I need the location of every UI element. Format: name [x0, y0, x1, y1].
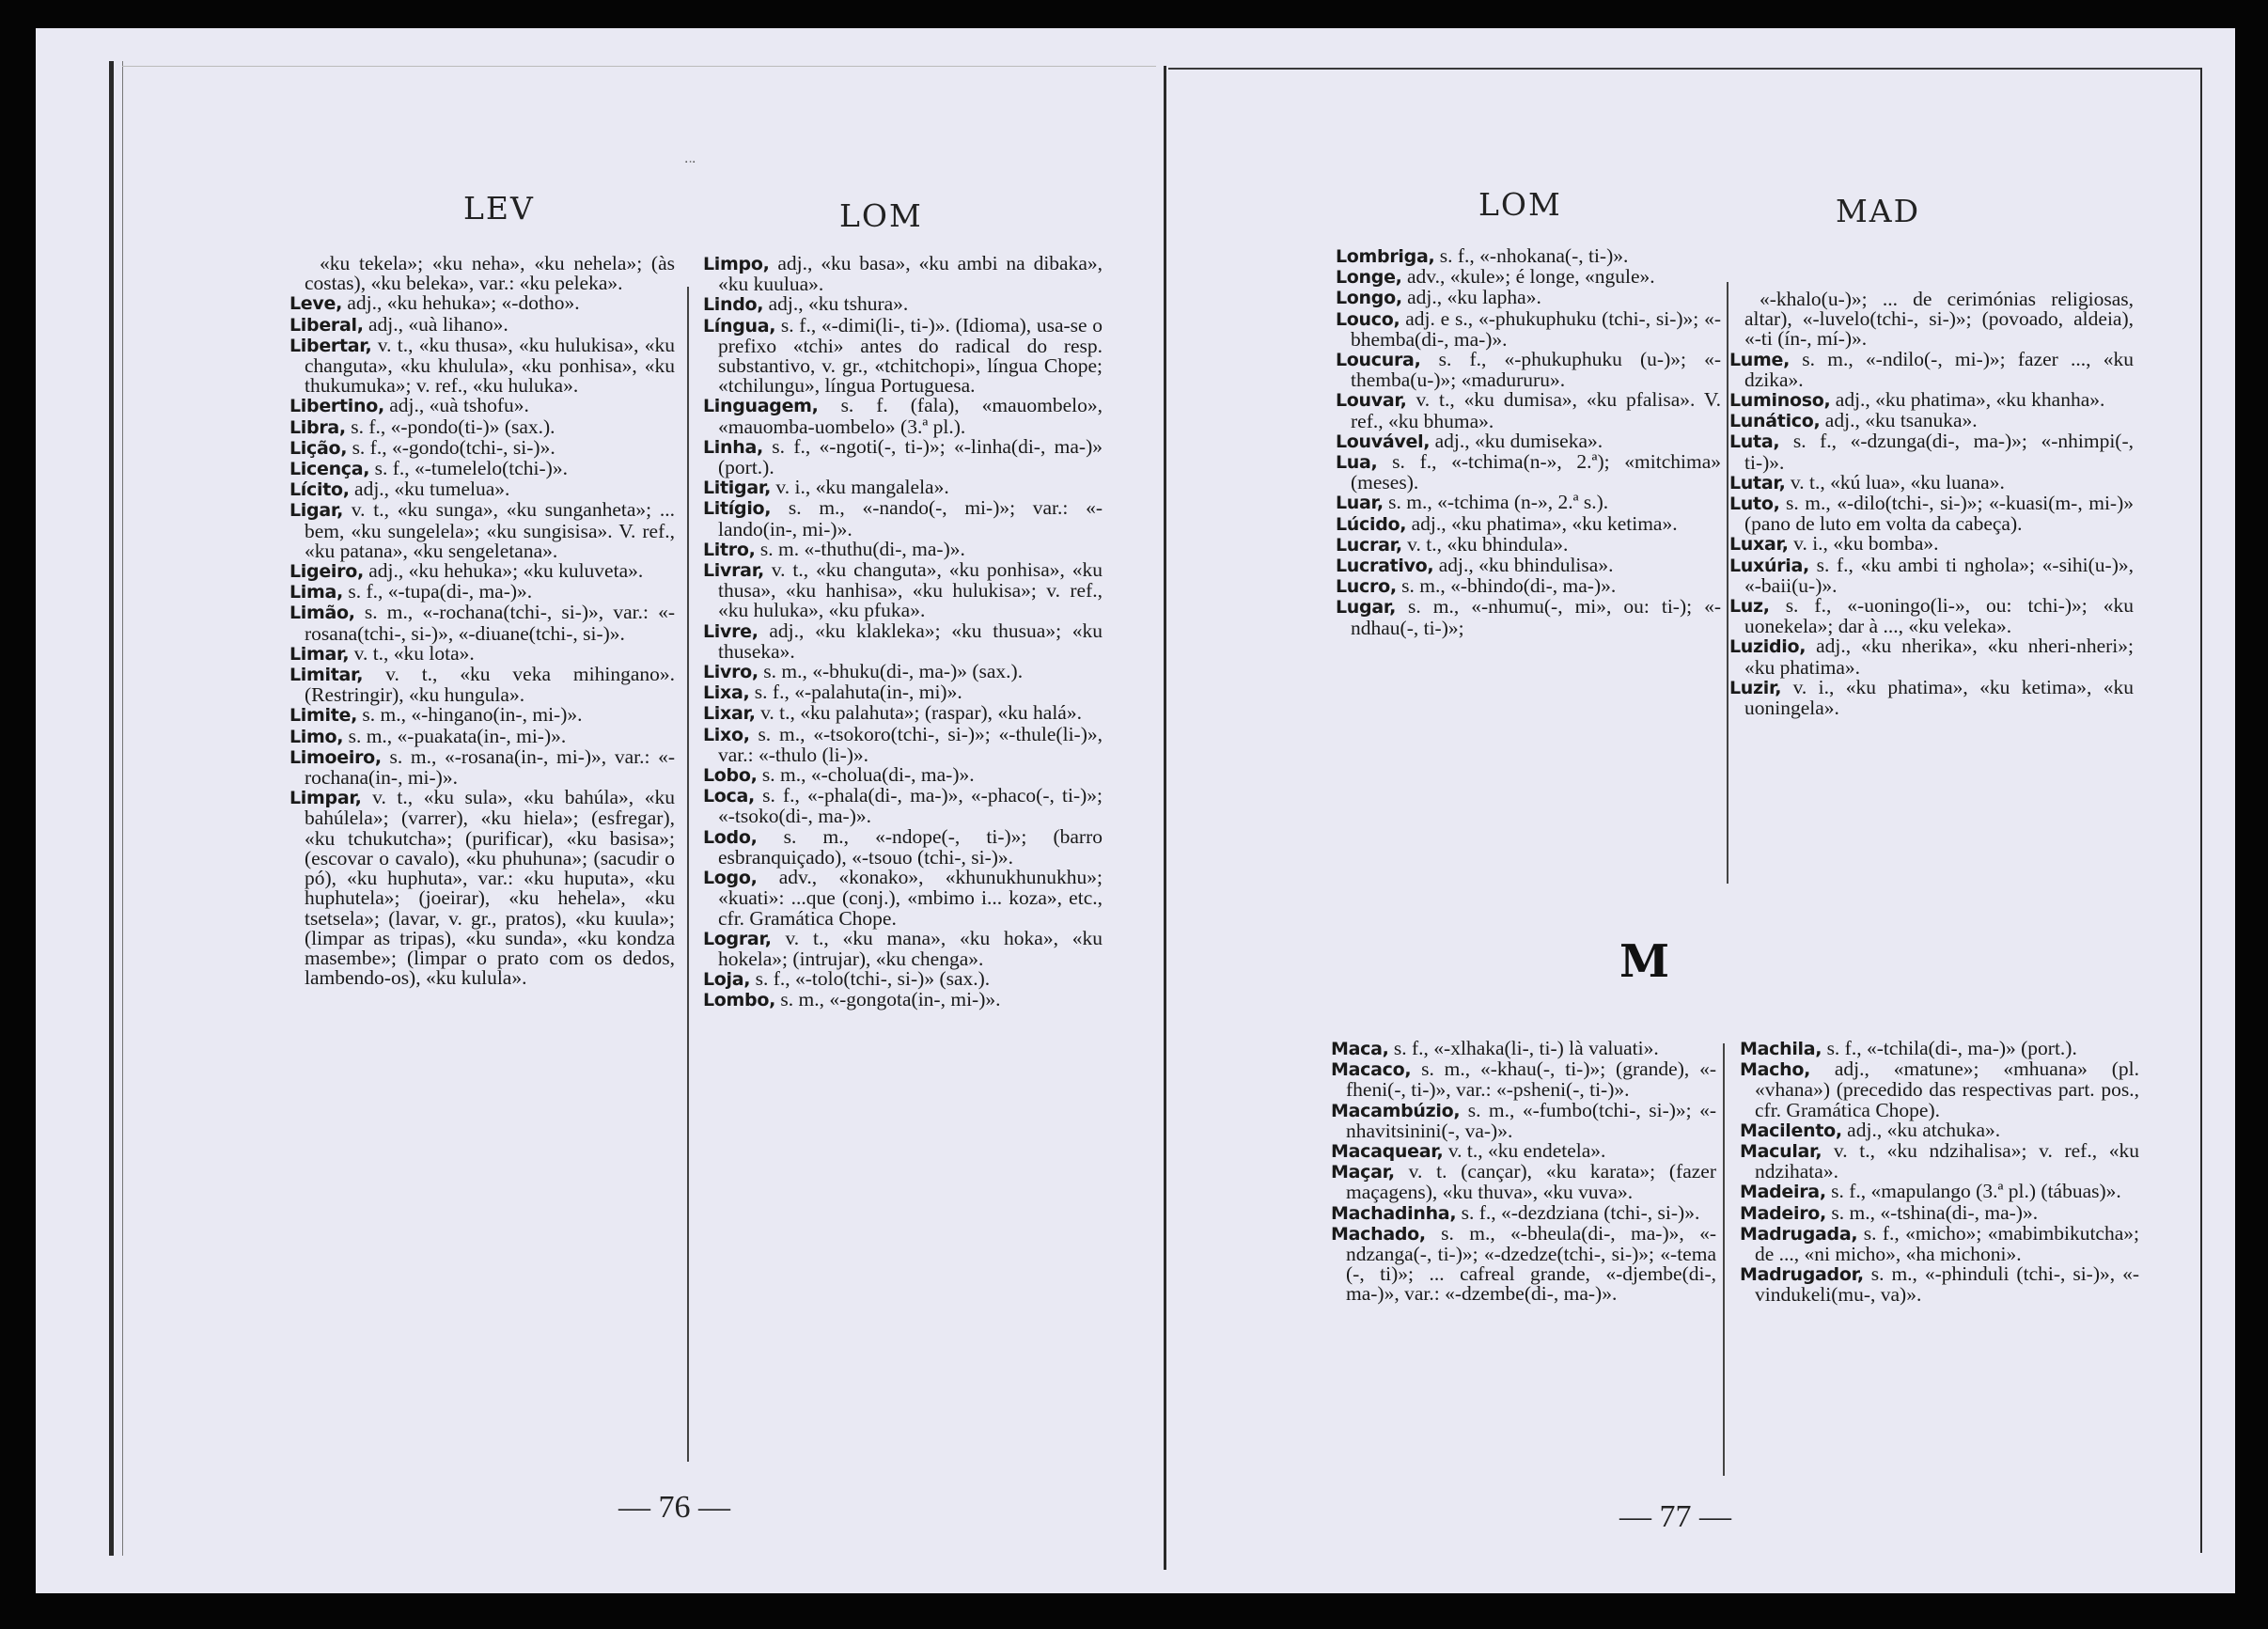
entry-definition: adv., «konako», «khunukhunukhu»; «kuati»: ...que (conj.), «mbimo i... koza», etc., cfr. Gramática Chope. — [718, 866, 1103, 930]
section-letter-M: M — [1619, 935, 1666, 988]
column-right-2-bottom — [1740, 1039, 2139, 1306]
dictionary-entry — [1336, 350, 1721, 390]
dictionary-entry — [289, 479, 675, 500]
dictionary-entry — [703, 824, 1103, 869]
entry-definition: adj., «ku lapha». — [1401, 286, 1541, 309]
entry-definition: s. m., «-nando(-, mi-)»; var.: «-lando(in-, mi-)». — [718, 496, 1103, 540]
ink-speck: ·ᐧ· — [684, 155, 696, 170]
column-right-2-top — [1729, 290, 2134, 718]
dictionary-entry — [1336, 452, 1721, 493]
dictionary-entry — [289, 254, 675, 293]
entry-headword: Lixa, — [703, 682, 750, 704]
entry-headword: Lograr, — [703, 928, 772, 949]
entry-headword: Lícito, — [289, 479, 350, 501]
entry-definition: s. f., «-palahuta(in-, mi)». — [749, 681, 962, 704]
entry-definition: v. t., «ku mana», «ku hoka», «ku hokela»; (intrujar), «ku chenga». — [718, 926, 1103, 970]
entry-definition: adj., «ku tshura». — [763, 292, 909, 316]
entry-definition: v. t., «ku changuta», «ku ponhisa», «ku thusa», «ku hanhisa», «ku hulukisa»; v. ref., «ku huluka», «ku pfuka». — [718, 558, 1103, 622]
dictionary-entry — [703, 498, 1103, 539]
entry-definition: v. t. (cançar), «ku karata»; (fazer maçagens), «ku thuva», «ku vuva». — [1346, 1160, 1716, 1204]
entry-headword: Libra, — [289, 416, 346, 438]
entry-headword: Maca, — [1331, 1039, 1389, 1059]
entry-headword: Madeiro, — [1740, 1202, 1826, 1224]
dictionary-entry — [703, 396, 1103, 436]
entry-headword: Madrugada, — [1740, 1223, 1858, 1245]
dictionary-entry — [1740, 1120, 2139, 1141]
entry-definition: s. f., «-tupa(di-, ma-)». — [342, 580, 533, 603]
dictionary-entry — [703, 478, 1103, 498]
entry-headword: Louvar, — [1336, 390, 1407, 412]
entry-definition: s. f., «-ngoti(-, ti-)»; «-linha(di-, ma-)» (port.). — [718, 434, 1103, 479]
dictionary-entry — [1729, 493, 2134, 534]
entry-headword: Lobo, — [703, 765, 758, 787]
entry-headword: Macaco, — [1331, 1059, 1412, 1081]
entry-definition: s. f., «-phukuphuku (u-)»; «-themba(u-)»; «madururu». — [1351, 348, 1721, 392]
dictionary-entry — [1729, 411, 2134, 431]
entry-headword: Limo, — [289, 726, 344, 747]
entry-definition: s. m., «-gongota(in-, mi-)». — [775, 988, 1001, 1011]
column-right-1-top — [1336, 246, 1721, 638]
dictionary-entry — [289, 705, 675, 726]
entry-definition: adj., «ku hehuka»; «-dotho». — [341, 291, 580, 315]
entry-headword: Livre, — [703, 620, 759, 642]
entry-definition: s. f., «-nhokana(-, ti-)». — [1434, 244, 1629, 267]
entry-headword: Limão, — [289, 603, 355, 624]
entry-definition: s. f., «mapulango (3.ª pl.) (tábuas)». — [1825, 1180, 2121, 1203]
dictionary-entry — [703, 537, 1103, 560]
entry-definition: adj., «ku basa», «ku ambi na dibaka», «ku kuulua». — [718, 252, 1103, 296]
column-right-1-bottom — [1331, 1039, 1716, 1305]
dictionary-entry — [703, 722, 1103, 766]
entry-headword: Ligar, — [289, 500, 344, 522]
dictionary-entry — [703, 434, 1103, 479]
dictionary-entry — [1331, 1059, 1716, 1100]
column-left-2 — [703, 254, 1103, 1011]
entry-headword: Limoeiro, — [289, 746, 382, 768]
entry-headword: Liberal, — [289, 314, 364, 336]
entry-definition: adj., «ku hehuka»; «ku kuluveta». — [363, 559, 644, 583]
column-left-1 — [289, 254, 675, 988]
entry-definition: v. t., «ku bhindula». — [1401, 532, 1569, 556]
entry-headword: Limitar, — [289, 665, 364, 686]
dictionary-entry — [1729, 636, 2134, 677]
dictionary-entry — [1336, 493, 1721, 513]
dictionary-entry — [289, 724, 675, 747]
page-number-77: — 77 — — [1619, 1499, 1731, 1534]
entry-definition: s. f., «-phala(di-, ma-)», «-phaco(-, ti-)»; «-tsoko(di-, ma-)». — [718, 784, 1103, 828]
dictionary-entry — [703, 313, 1103, 398]
entry-definition: s. f., «-uoningo(li-», ou: tchi-)»; «ku uonekela»; dar à ..., «ku veleka». — [1744, 594, 2134, 638]
entry-headword: Loca, — [703, 786, 755, 807]
entry-definition: v. i., «ku bomba». — [1788, 532, 1939, 556]
entry-definition: s. m., «-ndilo(-, mi-)»; fazer ..., «ku dzika». — [1744, 347, 2134, 391]
dictionary-entry — [289, 500, 675, 561]
entry-headword: Lugar, — [1336, 597, 1397, 619]
running-head-left: LEV — [463, 190, 535, 227]
dictionary-entry — [1740, 1059, 2139, 1120]
dictionary-entry — [289, 333, 675, 398]
dictionary-entry — [1729, 431, 2134, 472]
entry-headword: Ligeiro, — [289, 561, 364, 583]
entry-definition: s. m., «-ndope(-, ti-)»; (barro esbranquiçado), «-tsouo (tchi-, si-)». — [718, 824, 1103, 869]
dictionary-entry — [1331, 1162, 1716, 1202]
dictionary-entry — [703, 990, 1103, 1010]
page-number-76: — 76 — — [618, 1490, 730, 1525]
entry-headword: Luzidio, — [1729, 636, 1807, 658]
dictionary-entry — [289, 293, 675, 314]
column-separator-top — [1727, 282, 1728, 884]
entry-definition: s. m., «-puakata(in-, mi-)». — [343, 724, 567, 747]
dictionary-entry — [289, 417, 675, 438]
entry-headword: Lixar, — [703, 703, 756, 725]
entry-definition: s. m., «-bhindo(di-, ma-)». — [1396, 574, 1617, 598]
dictionary-entry — [1336, 288, 1721, 308]
entry-headword: Lima, — [289, 582, 343, 603]
entry-headword: Leve, — [289, 293, 342, 315]
dictionary-entry — [1729, 390, 2134, 411]
entry-headword: Libertino, — [289, 396, 384, 417]
entry-definition: s. f., «ku ambi ti nghola»; «-sihi(u-)», «-baii(u-)». — [1744, 553, 2134, 597]
dictionary-entry — [1729, 470, 2134, 493]
entry-definition: v. t., «ku endetela». — [1443, 1139, 1606, 1163]
dictionary-entry — [289, 435, 675, 459]
entry-definition: v. t., «ku lota». — [349, 641, 475, 665]
entry-definition: s. m., «-khau(-, ti-)»; (grande), «-fheni(-, ti-)», var.: «-psheni(-, ti-)». — [1346, 1057, 1716, 1102]
entry-headword: Litro, — [703, 539, 756, 560]
binding-edge-line-thin — [122, 61, 123, 1556]
entry-definition: adj., «ku tsanuka». — [1820, 409, 1978, 432]
entry-definition: v. i., «ku phatima», «ku ketima», «ku uoningela». — [1744, 675, 2134, 720]
entry-definition: adj., «uà lihano». — [363, 312, 508, 336]
dictionary-entry — [703, 621, 1103, 662]
entry-definition: adj., «ku klakleka»; «ku thusua»; «ku thuseka». — [718, 619, 1103, 663]
entry-definition: adj., «ku bhindulisa». — [1433, 554, 1614, 577]
entry-headword: Livro, — [703, 662, 759, 683]
entry-definition: s. m., «-dilo(tchi-, si-)»; «-kuasi(m-, mi-)» (pano de luto em volta da cabeça). — [1744, 492, 2134, 536]
entry-headword: Limpar, — [289, 788, 362, 809]
entry-headword: Livrar, — [703, 560, 764, 582]
entry-headword: Libertar, — [289, 335, 372, 356]
entry-headword: Lucro, — [1336, 576, 1397, 598]
entry-headword: Macular, — [1740, 1141, 1822, 1163]
dictionary-entry — [1336, 511, 1721, 535]
entry-definition: v. t., «ku dumisa», «ku pfalisa». V. ref., «ku bhuma». — [1351, 388, 1721, 432]
dictionary-entry — [703, 786, 1103, 826]
dictionary-entry — [1336, 431, 1721, 452]
dictionary-entry — [703, 765, 1103, 786]
dictionary-entry — [1729, 290, 2134, 350]
dictionary-entry — [1331, 1039, 1716, 1059]
entry-definition: adj., «ku dumiseka». — [1430, 429, 1603, 452]
entry-headword: Litígio, — [703, 498, 772, 520]
entry-headword: Luminoso, — [1729, 390, 1831, 412]
entry-headword: Lodo, — [703, 826, 758, 848]
entry-definition: adj., «ku atchuka». — [1841, 1118, 2001, 1141]
dictionary-entry — [703, 560, 1103, 621]
entry-headword: Linha, — [703, 436, 763, 458]
dictionary-entry — [1331, 1200, 1716, 1224]
entry-definition: s. m., «-rochana(tchi-, si-)», var.: «-rosana(tchi-, si-)», «-diuane(tchi-, si-)». — [305, 601, 675, 645]
dictionary-entry — [1336, 576, 1721, 597]
entry-definition: s. f., «-xlhaka(li-, ti-) là valuati». — [1388, 1037, 1659, 1059]
dictionary-entry — [1740, 1200, 2139, 1224]
dictionary-entry — [703, 703, 1103, 724]
dictionary-entry — [289, 312, 675, 336]
dictionary-entry — [1729, 534, 2134, 555]
dictionary-entry — [1336, 532, 1721, 556]
dictionary-entry — [1331, 1141, 1716, 1162]
binding-edge-line — [109, 61, 114, 1556]
dictionary-entry — [289, 561, 675, 582]
entry-headword: Lunático, — [1729, 411, 1821, 432]
entry-definition: s. m., «-cholua(di-, ma-)». — [757, 763, 975, 787]
dictionary-entry — [1740, 1141, 2139, 1182]
entry-headword: Louvável, — [1336, 431, 1431, 452]
entry-headword: Limar, — [289, 643, 350, 665]
dictionary-entry — [1331, 1221, 1716, 1306]
entry-definition: «-khalo(u-)»; ... de cerimónias religiosas, altar), «-luvelo(tchi-, si-)»; (povoado, aldeia), «-ti (ín-, mí-)». — [1744, 288, 2134, 351]
entry-definition: s. f., «-tolo(tchi-, si-)» (sax.). — [750, 967, 991, 991]
entry-definition: s. f., «-tumelelo(tchi-)». — [369, 457, 568, 480]
entry-definition: s. f., «-tchima(n-», 2.ª); «mitchima» (meses). — [1351, 450, 1721, 494]
entry-headword: Macambúzio, — [1331, 1100, 1461, 1121]
dictionary-entry — [703, 662, 1103, 682]
dictionary-entry — [289, 665, 675, 705]
entry-definition: v. t., «ku veka mihingano». (Restringir), «ku hungula». — [305, 663, 675, 707]
dictionary-entry — [1729, 596, 2134, 636]
entry-headword: Macilento, — [1740, 1120, 1842, 1141]
entry-definition: adj., «matune»; «mhuana» (pl. «vhana») (precedido das respectivas part. pos., cfr. Gramática Chope). — [1755, 1057, 2139, 1121]
entry-definition: v. t., «ku sula», «ku bahúla», «ku bahúlela»; (varrer), «ku hiela»; (esfregar), «ku tchukutcha»; (purificar), «ku basisa»; (escovar o cavalo), «ku phuhuna»; (sacudir o pó), «ku huphuta», var.: «ku huputa», «ku huphutela»; (joeirar), «ku hehela», «ku tsetsela»; (lavar, v. gr., pratos), «ku kuula»; (limpar as tripas), «ku sunda», «ku kondza masembe»; (limpar o prato com os dedos, lambendo-os), «ku kulula». — [305, 786, 675, 990]
entry-definition: s. f., «micho»; «mabimbikutcha»; de ..., «ni micho», «ha michoni». — [1755, 1221, 2139, 1266]
dictionary-entry — [289, 396, 675, 416]
gutter-line — [1164, 66, 1166, 1570]
entry-definition: s. m., «-tsokoro(tchi-, si-)»; «-thule(li-)», var.: «-thulo (li-)». — [718, 722, 1103, 766]
dictionary-entry — [703, 294, 1103, 315]
entry-headword: Luar, — [1336, 493, 1384, 514]
entry-definition: s. f., «-dzunga(di-, ma-)»; «-nhimpi(-, ti-)». — [1744, 430, 2134, 474]
dictionary-entry — [703, 969, 1103, 990]
entry-headword: Machado, — [1331, 1223, 1426, 1245]
entry-headword: Loja, — [703, 969, 751, 991]
dictionary-entry — [703, 868, 1103, 929]
entry-headword: Madeira, — [1740, 1182, 1826, 1203]
entry-headword: Língua, — [703, 315, 776, 337]
dictionary-entry — [1336, 390, 1721, 431]
entry-definition: s. f. (fala), «mauombelo», «mauomba-uombelo» (3.ª pl.). — [718, 394, 1103, 438]
entry-definition: v. t., «ku sunga», «ku sunganheta»; ... bem, «ku sungelela»; «ku sungisisa». V. ref., «ku patana», «ku sengeletana». — [305, 498, 675, 562]
dictionary-entry — [703, 682, 1103, 703]
dictionary-entry — [1336, 597, 1721, 637]
entry-headword: Luta, — [1729, 431, 1780, 453]
dictionary-entry — [1336, 267, 1721, 288]
entry-headword: Limite, — [289, 705, 358, 727]
entry-definition: s. m., «-nhumu(-, mi», ou: ti-); «-ndhau(-, ti-)»; — [1351, 595, 1721, 639]
entry-definition: adj., «ku tumelua». — [349, 478, 510, 501]
dictionary-entry — [1729, 675, 2134, 720]
entry-definition: s. m., «-hingano(in-, mi-)». — [357, 703, 583, 727]
dictionary-entry — [289, 582, 675, 603]
entry-definition: s. f., «-dimi(li-, ti-)». (Idioma), usa-se o prefixo «tchi» antes do radical do resp. substantivo, v. gr., «tchitchopi», língua Chope; «tchilungu», língua Portuguesa. — [718, 313, 1103, 398]
entry-headword: Lixo, — [703, 724, 750, 745]
running-head-right: MAD — [1836, 193, 1921, 229]
running-head-left: LOM — [1478, 186, 1562, 223]
entry-definition: s. f., «-tchila(di-, ma-)» (port.). — [1822, 1037, 2077, 1059]
page-76 — [36, 28, 1159, 1593]
page-77 — [1159, 28, 2235, 1593]
entry-definition: v. t., «ku thusa», «ku hulukisa», «ku changuta», «ku khulula», «ku ponhisa», «ku thukumuka»; v. ref., «ku huluka». — [305, 333, 675, 398]
entry-definition: s. m., «-rosana(in-, mi-)», var.: «-rochana(in-, mi-)». — [305, 744, 675, 790]
running-head-right: LOM — [839, 197, 923, 234]
entry-headword: Madrugador, — [1740, 1264, 1864, 1286]
column-separator — [687, 287, 689, 1462]
entry-definition: s. m., «-fumbo(tchi-, si-)»; «-nhavitsinini(-, va-)». — [1346, 1098, 1716, 1142]
column-separator-bottom — [1723, 1043, 1725, 1476]
entry-definition: s. m., «-bheula(di-, ma-)», «-ndzanga(-, ti-)»; «-dzedze(tchi-, si-)»; «-tema (-, ti)»; ... cafreal grande, «-djembe(di-, ma-)», var.: «-dzembe(di-, ma-)». — [1346, 1221, 1716, 1306]
entry-definition: adj., «ku nherika», «ku nheri-nheri»; «ku phatima». — [1744, 634, 2134, 679]
entry-headword: Lucrar, — [1336, 534, 1402, 556]
entry-definition: adj., «ku phatima», «ku ketima». — [1406, 511, 1678, 535]
dictionary-entry — [1740, 1039, 2139, 1059]
book-spread — [36, 28, 2235, 1593]
entry-headword: Lombo, — [703, 990, 776, 1011]
entry-definition: v. t., «ku ndzihalisa»; v. ref., «ku ndzihata». — [1755, 1139, 2139, 1183]
entry-definition: s. m., «-phinduli (tchi-, si-)», «-vindukeli(mu-, va)». — [1755, 1262, 2139, 1307]
entry-definition: s. m., «-bhuku(di-, ma-)» (sax.). — [758, 660, 1024, 683]
entry-headword: Lucrativo, — [1336, 556, 1434, 577]
entry-definition: adj., «ku phatima», «ku khanha». — [1830, 388, 2105, 412]
entry-headword: Longe, — [1336, 267, 1402, 289]
dictionary-entry — [289, 459, 675, 479]
entry-headword: Licença, — [289, 459, 370, 480]
entry-headword: Maçar, — [1331, 1162, 1395, 1183]
entry-headword: Luzir, — [1729, 677, 1782, 698]
top-edge-line — [1168, 68, 2202, 70]
dictionary-entry — [289, 744, 675, 790]
entry-headword: Litigar, — [703, 478, 772, 499]
dictionary-entry — [1336, 246, 1721, 267]
entry-definition: adv., «kule»; é longe, «ngule». — [1401, 265, 1655, 289]
dictionary-entry — [289, 641, 675, 665]
entry-headword: Luz, — [1729, 596, 1770, 618]
entry-definition: s. f., «-pondo(ti-)» (sax.). — [345, 415, 555, 438]
entry-headword: Linguagem, — [703, 396, 819, 417]
entry-headword: Loucura, — [1336, 350, 1421, 371]
entry-definition: s. m., «-tchima (n-», 2.ª s.). — [1383, 491, 1609, 514]
entry-headword: Longo, — [1336, 288, 1402, 309]
entry-headword: Louco, — [1336, 308, 1400, 330]
entry-definition: v. t., «ku palahuta»; (raspar), «ku halá». — [755, 701, 1082, 725]
entry-definition: s. m., «-tshina(di-, ma-)». — [1825, 1200, 2039, 1224]
entry-headword: Lúcido, — [1336, 513, 1407, 535]
dictionary-entry — [1729, 553, 2134, 597]
entry-definition: adj. e s., «-phukuphuku (tchi-, si-)»; «-bhemba(di-, ma-)». — [1351, 306, 1721, 351]
dictionary-entry — [1729, 347, 2134, 391]
top-edge-line — [122, 66, 1156, 67]
entry-headword: Lume, — [1729, 349, 1791, 370]
dictionary-entry — [1336, 556, 1721, 576]
dictionary-entry — [1740, 1182, 2139, 1202]
dictionary-entry — [1336, 306, 1721, 351]
entry-definition: adj., «uà tshofu». — [383, 394, 529, 417]
dictionary-entry — [1331, 1098, 1716, 1142]
entry-headword: Lindo, — [703, 294, 764, 316]
entry-headword: Lua, — [1336, 452, 1378, 474]
dictionary-entry — [703, 254, 1103, 294]
dictionary-entry — [1740, 1264, 2139, 1305]
entry-definition: v. t., «kú lua», «ku luana». — [1785, 470, 2005, 493]
entry-headword: Limpo, — [703, 254, 770, 274]
entry-headword: Luxúria, — [1729, 555, 1809, 576]
dictionary-entry — [703, 926, 1103, 970]
entry-headword: Lição, — [289, 437, 348, 459]
entry-definition: v. i., «ku mangalela». — [771, 476, 949, 499]
entry-definition: s. m. «-thuthu(di-, ma-)». — [755, 537, 965, 560]
entry-headword: Macho, — [1740, 1059, 1810, 1081]
entry-headword: Macaquear, — [1331, 1141, 1444, 1163]
right-edge-line — [2200, 68, 2202, 1553]
dictionary-entry — [289, 788, 675, 988]
entry-headword: Logo, — [703, 868, 758, 889]
entry-headword: Luxar, — [1729, 534, 1789, 556]
entry-definition: «ku tekela»; «ku neha», «ku nehela»; (às costas), «ku beleka», var.: «ku peleka». — [305, 252, 675, 295]
dictionary-entry — [1740, 1221, 2139, 1266]
dictionary-entry — [289, 603, 675, 643]
entry-definition: s. f., «-gondo(tchi-, si-)». — [347, 435, 555, 459]
entry-headword: Lutar, — [1729, 472, 1786, 493]
entry-headword: Lombriga, — [1336, 246, 1435, 267]
entry-headword: Luto, — [1729, 493, 1780, 515]
entry-headword: Machila, — [1740, 1039, 1822, 1059]
entry-definition: s. f., «-dezdziana (tchi-, si-)». — [1456, 1200, 1700, 1224]
entry-headword: Machadinha, — [1331, 1202, 1457, 1224]
